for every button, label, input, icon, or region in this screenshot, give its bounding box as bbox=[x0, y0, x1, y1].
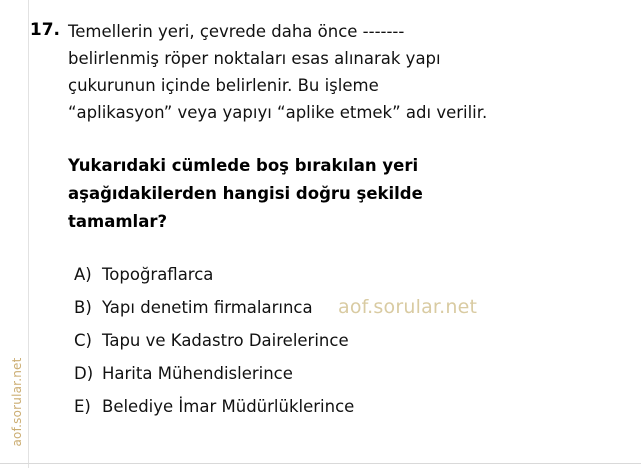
answer-options bbox=[68, 264, 614, 418]
question-prompt bbox=[68, 152, 614, 236]
prompt-line: Yukarıdaki cümlede boş bırakılan yeri bbox=[68, 156, 419, 175]
option-letter: D) bbox=[74, 364, 94, 383]
prompt-line: aşağıdakilerden hangisi doğru şekilde bbox=[68, 184, 423, 203]
side-watermark: aof.sorular.net bbox=[10, 357, 24, 447]
stem-line: belirlenmiş röper noktaları esas alınarak yapı bbox=[68, 49, 441, 68]
left-margin-strip bbox=[0, 0, 29, 468]
stem-line: Temellerin yeri, çevrede daha önce ------- bbox=[68, 22, 405, 41]
option-text: Topoğraflarca bbox=[102, 265, 214, 284]
option-c[interactable] bbox=[68, 330, 614, 352]
option-letter: B) bbox=[74, 298, 92, 317]
question-content bbox=[68, 18, 614, 429]
prompt-line: tamamlar? bbox=[68, 212, 168, 231]
option-letter: E) bbox=[74, 397, 91, 416]
option-a[interactable] bbox=[68, 264, 614, 286]
question-number: 17. bbox=[29, 20, 60, 40]
center-watermark: aof.sorular.net bbox=[338, 296, 478, 318]
option-e[interactable] bbox=[68, 396, 614, 418]
option-text: Yapı denetim firmalarınca bbox=[102, 298, 313, 317]
option-text: Tapu ve Kadastro Dairelerince bbox=[102, 331, 349, 350]
stem-line: “aplikasyon” veya yapıyı “aplike etmek” adı verilir. bbox=[68, 103, 488, 122]
option-letter: A) bbox=[74, 265, 92, 284]
question-stem bbox=[68, 18, 614, 126]
option-d[interactable] bbox=[68, 363, 614, 385]
option-text: Belediye İmar Müdürlüklerince bbox=[102, 397, 355, 416]
option-text: Harita Mühendislerince bbox=[102, 364, 293, 383]
stem-line: çukurunun içinde belirlenir. Bu işleme bbox=[68, 76, 379, 95]
option-letter: C) bbox=[74, 331, 92, 350]
bottom-divider bbox=[0, 463, 641, 464]
option-b[interactable] bbox=[68, 297, 614, 319]
